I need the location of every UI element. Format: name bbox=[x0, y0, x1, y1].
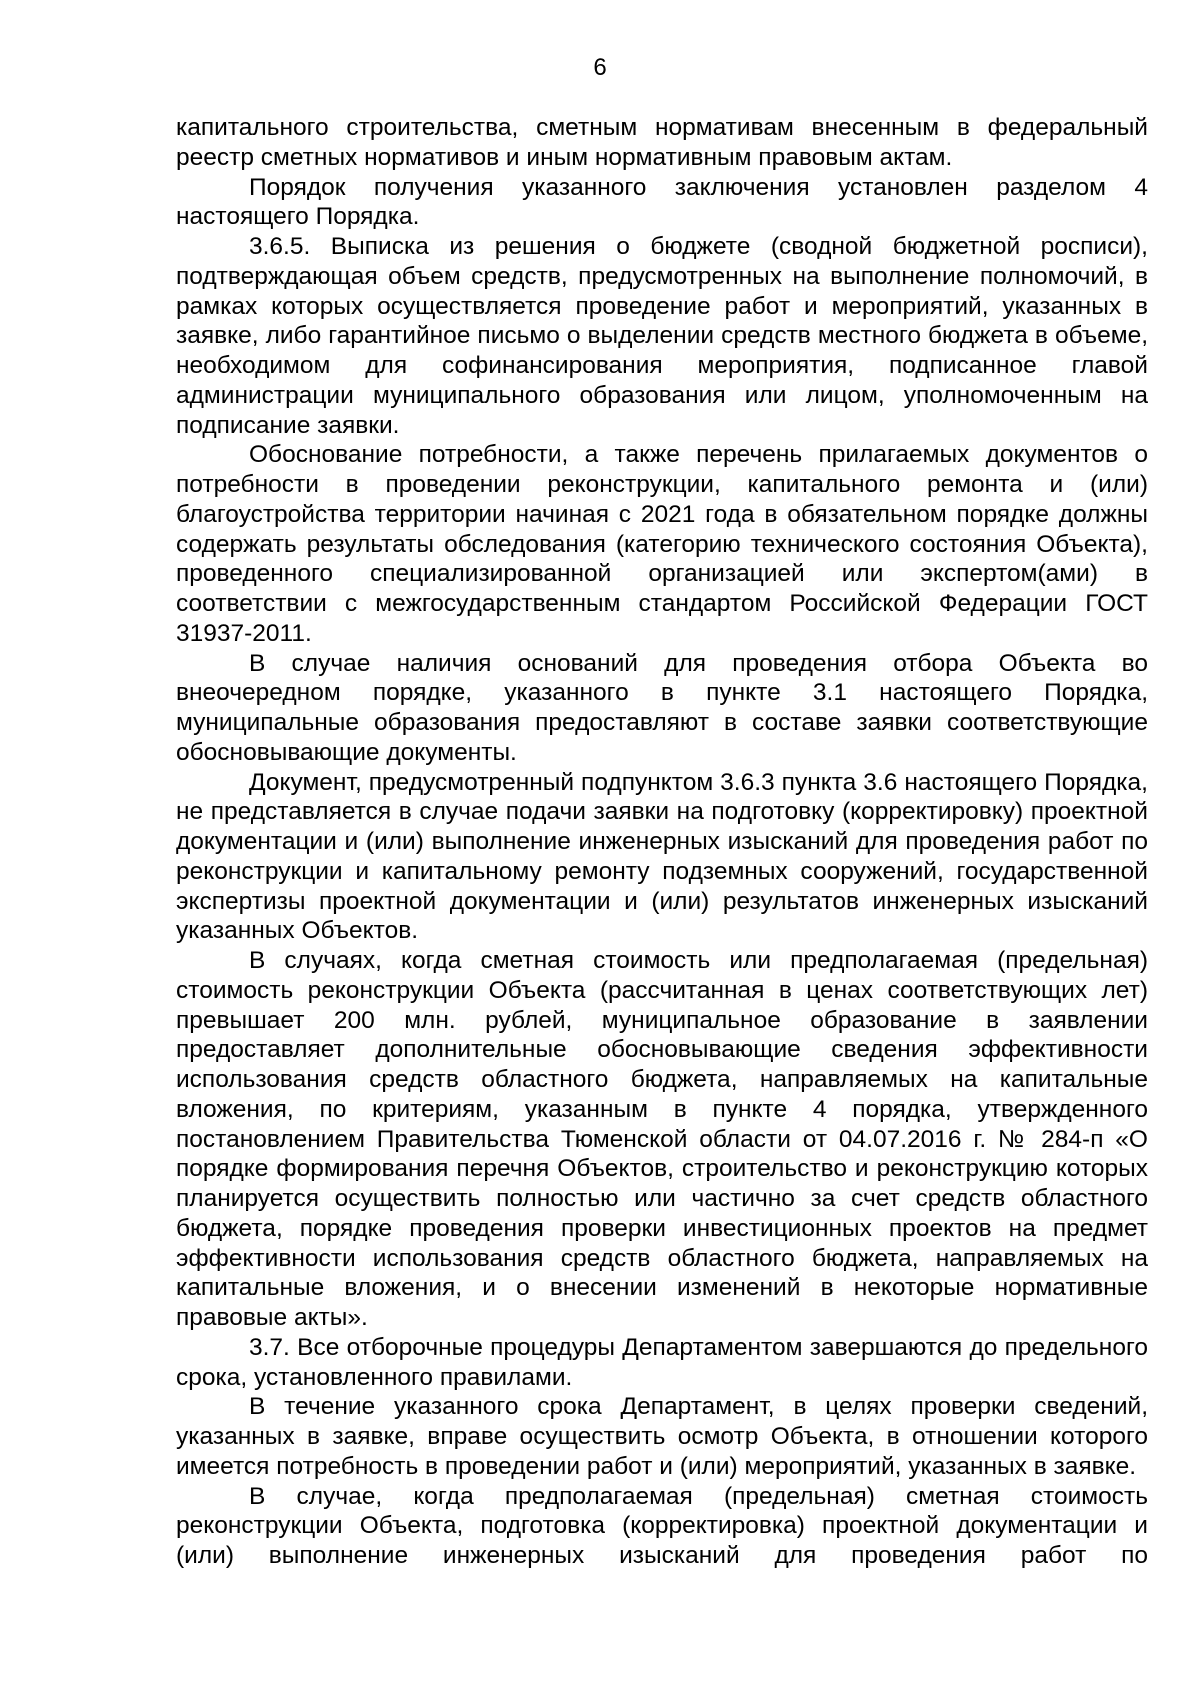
paragraph-document-exemption: Документ, предусмотренный подпунктом 3.6.3 пункта 3.6 настоящего Порядка, не представляется в случае подачи заявки на подготовку (корректировку) проектной документации и (или) выполнение инженерных изысканий для проведения работ по реконструкции и капитальному ремонту подземных сооружений, государственной экспертизы проектной документации и (или) результатов инженерных изысканий указанных Объектов. bbox=[176, 768, 1148, 945]
paragraph-continuation: капитального строительства, сметным нормативам внесенным в федеральный реестр сметных нормативов и иным нормативным правовым актам. bbox=[176, 114, 1148, 171]
paragraph-3-6-5: 3.6.5. Выписка из решения о бюджете (сводной бюджетной росписи), подтверждающая объем средств, предусмотренных на выполнение полномочий, в рамках которых осуществляется проведение работ и мероприятий, указанных в заявке, либо гарантийное письмо о выделении средств местного бюджета в объеме, необходимом для софинансирования мероприятия, подписанное главой администрации муниципального образования или лицом, уполномоченным на подписание заявки. bbox=[176, 233, 1148, 439]
document-body bbox=[176, 113, 1148, 1571]
paragraph-conclusion-procedure: Порядок получения указанного заключения установлен разделом 4 настоящего Порядка. bbox=[176, 173, 1148, 231]
paragraph-cost-over-200m: В случаях, когда сметная стоимость или предполагаемая (предельная) стоимость реконструкции Объекта (рассчитанная в ценах соответствующих лет) превышает 200 млн. рублей, муниципальное образование в заявлении предоставляет дополнительные обосновывающие сведения эффективности использования средств областного бюджета, направляемых на капитальные вложения, по критериям, указанным в пункте 4 порядка, утвержденного постановлением Правительства Тюменской области от 04.07.2016 г. № 284-п «О порядке формирования перечня Объектов, строительство и реконструкцию которых планируется осуществить полностью или частично за счет средств областного бюджета, порядке проведения проверки инвестиционных проектов на предмет эффективности использования средств областного бюджета, направляемых на капитальные вложения, и о внесении изменений в некоторые нормативные правовые акты». bbox=[176, 947, 1148, 1331]
paragraph-object-inspection: В течение указанного срока Департамент, в целях проверки сведений, указанных в заявке, вправе осуществить осмотр Объекта, в отношении которого имеется потребность в проведении работ и (или) мероприятий, указанных в заявке. bbox=[176, 1393, 1148, 1480]
paragraph-3-7: 3.7. Все отборочные процедуры Департаментом завершаются до предельного срока, установленного правилами. bbox=[176, 1333, 1148, 1391]
paragraph-extraordinary-selection: В случае наличия оснований для проведения отбора Объекта во внеочередном порядке, указанного в пункте 3.1 настоящего Порядка, муниципальные образования предоставляют в составе заявки соответствующие обосновывающие документы. bbox=[176, 649, 1148, 766]
paragraph-need-justification: Обоснование потребности, а также перечень прилагаемых документов о потребности в проведении реконструкции, капитального ремонта и (или) благоустройства территории начиная с 2021 года в обязательном порядке должны содержать результаты обследования (категорию технического состояния Объекта), проведенного специализированной организацией или экспертом(ами) в соответствии с межгосударственным стандартом Российской Федерации ГОСТ 31937-2011. bbox=[176, 441, 1148, 647]
page-number: 6 bbox=[593, 54, 607, 81]
paragraph-estimated-cost: В случае, когда предполагаемая (предельная) сметная стоимость реконструкции Объекта, подготовка (корректировка) проектной документации и (или) выполнение инженерных изысканий для проведения работ по bbox=[176, 1482, 1148, 1569]
